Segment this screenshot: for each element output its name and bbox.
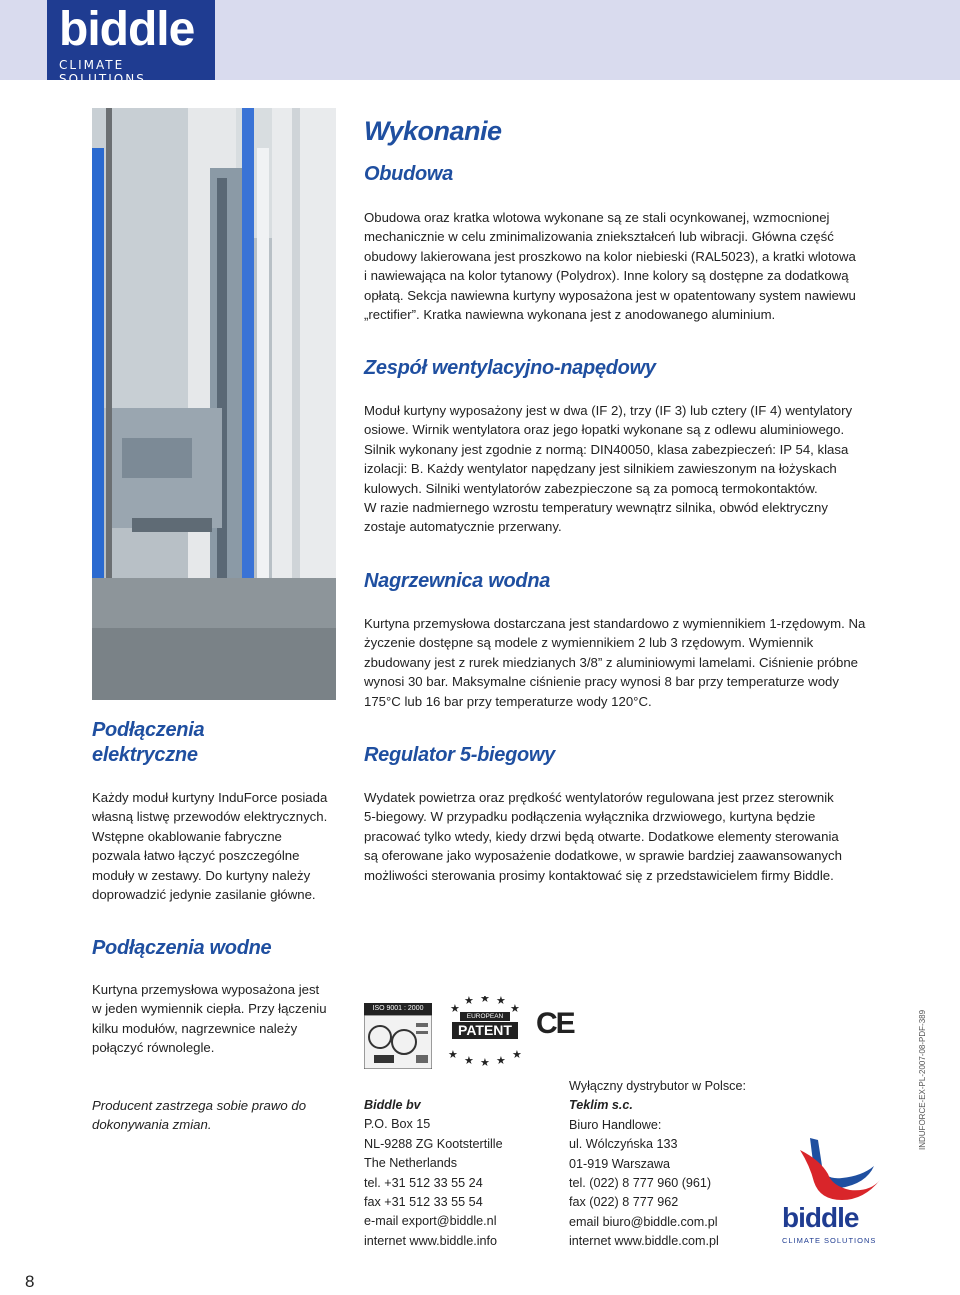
- distributor-intro: Wyłączny dystrybutor w Polsce:: [569, 1079, 746, 1093]
- elektryczne-text: [92, 788, 327, 904]
- text-line: pozwala łatwo łączyć poszczególne: [92, 848, 300, 864]
- european-patent-badge: [446, 996, 524, 1066]
- text-line: zbudowany jest z rurek miedzianych 3/8” z aluminiowymi lamelami. Ciśnienie próbne: [364, 654, 859, 670]
- text-line: Moduł kurtyny wyposażony jest w dwa (IF 2), trzy (IF 3) lub cztery (IF 4) wentylatory: [364, 403, 853, 418]
- fax-line: fax (022) 8 777 962: [569, 1195, 679, 1210]
- zespol-text: [364, 401, 852, 537]
- svg-text:★: ★: [450, 1002, 460, 1015]
- fax-line: fax +31 512 33 55 54: [364, 1195, 483, 1210]
- wodne-text: [92, 980, 327, 1058]
- iso-label: ISO 9001 : 2000: [364, 1003, 432, 1015]
- obudowa-text: [364, 208, 856, 324]
- contact-biddle: [364, 1096, 503, 1251]
- text-line: dokonywania zmian.: [92, 1117, 212, 1133]
- text-line: Każdy moduł kurtyny InduForce posiada: [92, 790, 328, 805]
- text-line: Kurtyna przemysłowa wyposażona jest: [92, 982, 320, 997]
- text-line: opłatą. Sekcja nawiewna kurtyny wyposażona jest w opatentowany system nawiewu: [364, 287, 856, 303]
- address-line: 01-919 Warszawa: [569, 1156, 671, 1171]
- address-line: Biuro Handlowe:: [569, 1117, 662, 1132]
- section-title-zespol: Zespół wentylacyjno-napędowy: [364, 357, 656, 379]
- email-link[interactable]: e-mail export@biddle.nl: [364, 1214, 497, 1229]
- section-title-regulator: Regulator 5-biegowy: [364, 744, 555, 766]
- text-line: Obudowa oraz kratka wlotowa wykonane są ze stali ocynkowanej, wzmocnionej: [364, 210, 830, 225]
- text-line: życzenie dostępne są modele z wymiennikiem 2 lub 3 rzędowym. Wymiennik: [364, 635, 814, 651]
- text-line: doprowadzić jedynie zasilanie główne.: [92, 887, 316, 903]
- title-line: Podłączenia: [92, 719, 205, 741]
- email-link[interactable]: email biuro@biddle.com.pl: [569, 1214, 718, 1229]
- text-line: kulowych. Silniki wentylatorów zabezpieczone są za pomocą termokontaktów.: [364, 480, 818, 496]
- text-line: zostaje automatycznie przerwany.: [364, 519, 562, 535]
- iso-certificate-badge: [364, 1003, 432, 1069]
- section-title-obudowa: Obudowa: [364, 163, 454, 185]
- document-code: INDUFORCE-EX-PL-2007-08-PDF-389: [918, 1009, 927, 1150]
- text-line: osiowe. Wirnik wentylatora oraz jego łopatki wykonane są z odlewu aluminiowego.: [364, 422, 845, 438]
- footer-brand-name: biddle: [782, 1202, 859, 1233]
- svg-text:★: ★: [510, 1002, 520, 1015]
- text-line: „rectifier”. Kratka nawiewna wykonana jest z anodowanego aluminium.: [364, 307, 776, 323]
- website-link[interactable]: internet www.biddle.com.pl: [569, 1234, 719, 1249]
- svg-text:★: ★: [448, 1048, 458, 1061]
- regulator-text: [364, 788, 842, 885]
- company-name: Biddle bv: [364, 1098, 421, 1112]
- biddle-swoosh-icon: [770, 1130, 882, 1210]
- text-line: połączyć równolegle.: [92, 1040, 215, 1056]
- iso-seal-icon: [364, 1015, 432, 1069]
- footer-brand-tagline: CLIMATE SOLUTIONS: [782, 1236, 877, 1245]
- brand-tagline: CLIMATE SOLUTIONS: [59, 58, 146, 86]
- patent-label: PATENT: [452, 1022, 518, 1039]
- address-line: NL-9288 ZG Kootstertille: [364, 1136, 503, 1151]
- svg-text:★: ★: [496, 996, 506, 1007]
- text-line: 175°C lub 16 bar przy temperaturze wody 120°C.: [364, 693, 652, 709]
- text-line: są oferowane jako wyposażenie dodatkowe, w sprawie bardziej zaawansowanych: [364, 848, 842, 864]
- svg-text:★: ★: [464, 1054, 474, 1066]
- svg-text:★: ★: [480, 1056, 490, 1066]
- address-line: ul. Wólczyńska 133: [569, 1137, 678, 1152]
- text-line: własną listwę przewodów elektrycznych.: [92, 809, 328, 825]
- footer-logo: [770, 1130, 882, 1252]
- text-line: obudowy lakierowana jest proszkowo na kolor niebieski (RAL5023), a kratki wlotowa: [364, 248, 856, 264]
- text-line: pracować tylko wtedy, kiedy drzwi będą otwarte. Dodatkowe elementy sterowania: [364, 828, 839, 844]
- title-line: elektryczne: [92, 744, 198, 766]
- address-line: The Netherlands: [364, 1156, 458, 1171]
- text-line: Kurtyna przemysłowa dostarczana jest standardowo z wymiennikiem 1-rzędowym. Na: [364, 616, 866, 631]
- text-line: mechanicznie w celu zminimalizowania zniekształceń lub wibracji. Główna część: [364, 229, 834, 245]
- ce-mark: CE: [536, 1007, 574, 1040]
- svg-text:★: ★: [464, 996, 474, 1007]
- svg-text:★: ★: [496, 1054, 506, 1066]
- brand-name: biddle: [59, 3, 195, 56]
- text-line: W razie nadmiernego wzrostu temperatury wewnątrz silnika, obwód elektryczny: [364, 500, 828, 516]
- brand-logo: [47, 0, 215, 86]
- text-line: i nawiewająca na kolor tytanowy (Polydrox). Inne kolory są dostępne za dodatkową: [364, 268, 849, 284]
- text-line: Wydatek powietrza oraz prędkość wentylatorów regulowana jest przez sterownik: [364, 790, 834, 805]
- section-title-elektryczne: [92, 718, 204, 768]
- phone-line: tel. (022) 8 777 960 (961): [569, 1176, 712, 1191]
- page-title: Wykonanie: [364, 116, 502, 146]
- svg-text:★: ★: [512, 1048, 522, 1061]
- text-line: kilku modułów, nagrzewnice należy: [92, 1020, 298, 1036]
- page-number: 8: [25, 1272, 35, 1291]
- company-name: Teklim s.c.: [569, 1098, 633, 1113]
- text-line: izolacji: B. Każdy wentylator napędzany jest silnikiem zawieszonym na łożyskach: [364, 461, 837, 477]
- section-title-wodne: Podłączenia wodne: [92, 937, 272, 959]
- contact-teklim: [569, 1077, 746, 1252]
- text-line: Wstępne okablowanie fabryczne: [92, 828, 282, 844]
- address-line: P.O. Box 15: [364, 1117, 431, 1132]
- section-title-nagrzewnica: Nagrzewnica wodna: [364, 570, 551, 592]
- website-link[interactable]: internet www.biddle.info: [364, 1233, 498, 1248]
- text-line: Producent zastrzega sobie prawo do: [92, 1098, 307, 1113]
- patent-top-label: EUROPEAN: [460, 1012, 510, 1021]
- text-line: Silnik wykonany jest zgodnie z normą: DIN40050, klasa zabezpieczeń: IP 54, klasa: [364, 441, 849, 457]
- text-line: 5-biegowy. W przypadku podłączenia wyłącznika drzwiowego, kurtyna będzie: [364, 809, 816, 825]
- disclaimer: [92, 1096, 306, 1135]
- nagrzewnica-text: [364, 614, 865, 711]
- svg-text:★: ★: [480, 996, 490, 1005]
- text-line: wynosi 30 bar. Maksymalne ciśnienie pracy wynosi 8 bar przy temperaturze wody: [364, 674, 839, 690]
- text-line: możliwości sterowania prosimy kontaktować się z przedstawicielem firmy Biddle.: [364, 867, 834, 883]
- text-line: w jeden wymiennik ciepła. Przy łączeniu: [92, 1001, 327, 1017]
- text-line: moduły w zestawy. Do kurtyny należy: [92, 867, 311, 883]
- product-photo: [92, 108, 336, 700]
- phone-line: tel. +31 512 33 55 24: [364, 1175, 483, 1190]
